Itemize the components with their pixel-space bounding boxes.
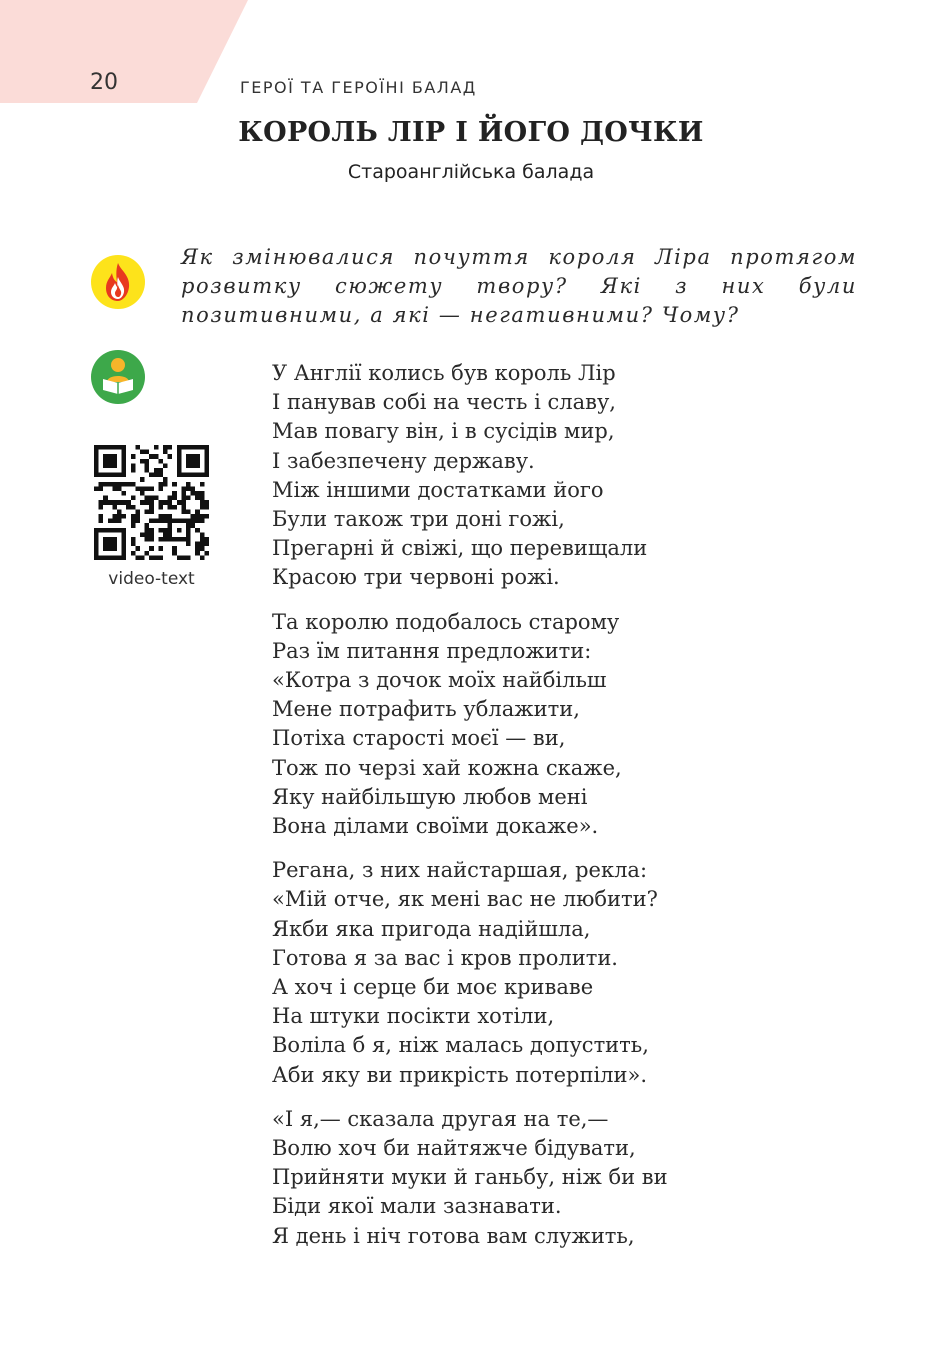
- poem-line: На штуки посікти хотіли,: [272, 1004, 555, 1029]
- poem-line: І забезпечену державу.: [272, 448, 535, 473]
- poem-line: Вона ділами своїми докаже».: [272, 814, 599, 839]
- poem-line: «Мій отче, як мені вас не любити?: [272, 887, 658, 912]
- poem-line: Потіха старості моєї — ви,: [272, 726, 566, 751]
- page-corner-decoration: [0, 0, 248, 103]
- poem-line: Готова я за вас і кров пролити.: [272, 945, 618, 970]
- poem-line: Були також три доні гожі,: [272, 507, 565, 532]
- poem-line: А хоч і серце би моє криваве: [272, 975, 594, 1000]
- poem-line: У Англії колись був король Лір: [272, 361, 616, 385]
- poem-line: Мав повагу він, і в сусідів мир,: [272, 419, 615, 444]
- fire-icon: [91, 255, 145, 309]
- poem-line: Красою три червоні рожі.: [272, 565, 560, 590]
- poem-line: І панував собі на честь і славу,: [272, 390, 616, 415]
- poem-line: Я день і ніч готова вам служить,: [272, 1223, 635, 1248]
- poem-text: [272, 359, 832, 1266]
- poem-line: Мене потрафить ублажити,: [272, 697, 580, 722]
- poem-title: КОРОЛЬ ЛІР І ЙОГО ДОЧКИ: [238, 117, 704, 148]
- poem-line: Та королю подобалось старому: [272, 609, 620, 634]
- page-number: 20: [90, 70, 118, 95]
- poem-stanza: [272, 856, 832, 1090]
- qr-code-icon[interactable]: [94, 445, 209, 560]
- poem-line: Між іншими достатками його: [272, 477, 604, 502]
- poem-line: Раз їм питання предложити:: [272, 638, 592, 663]
- poem-line: «І я,— сказала другая на те,—: [272, 1106, 609, 1131]
- poem-line: Тож по черзі хай кожна скаже,: [272, 755, 622, 780]
- poem-line: Воліла б я, ніж малась допустить,: [272, 1033, 649, 1058]
- poem-line: Волю хоч би найтяжче бідувати,: [272, 1136, 636, 1161]
- poem-subtitle: Староанглійська балада: [347, 161, 595, 183]
- question-text: Як змінювалися почуття короля Ліра протягом розвитку сюжету твору? Які з них були позитивними, а які — негативними? Чому?: [181, 245, 857, 327]
- poem-line: Якби яка пригода надійшла,: [272, 916, 591, 941]
- poem-line: Біди якої мали зазнавати.: [272, 1194, 562, 1219]
- poem-line: Регана, з них найстаршая, рекла:: [272, 858, 648, 883]
- running-head: ГЕРОЇ ТА ГЕРОЇНІ БАЛАД: [240, 78, 477, 97]
- poem-line: Аби яку ви прикрість потерпіли».: [272, 1062, 648, 1087]
- poem-stanza: [272, 359, 832, 593]
- poem-line: «Котра з дочок моїх найбільш: [272, 668, 607, 693]
- poem-stanza: [272, 1105, 832, 1251]
- poem-line: Яку найбільшую любов мені: [272, 784, 588, 809]
- poem-stanza: [272, 608, 832, 842]
- poem-line: Прийняти муки й ганьбу, ніж би ви: [272, 1165, 668, 1190]
- reader-icon: [91, 350, 145, 404]
- qr-caption: video-text: [108, 569, 195, 589]
- poem-line: Прегарні й свіжі, що перевищали: [272, 536, 648, 561]
